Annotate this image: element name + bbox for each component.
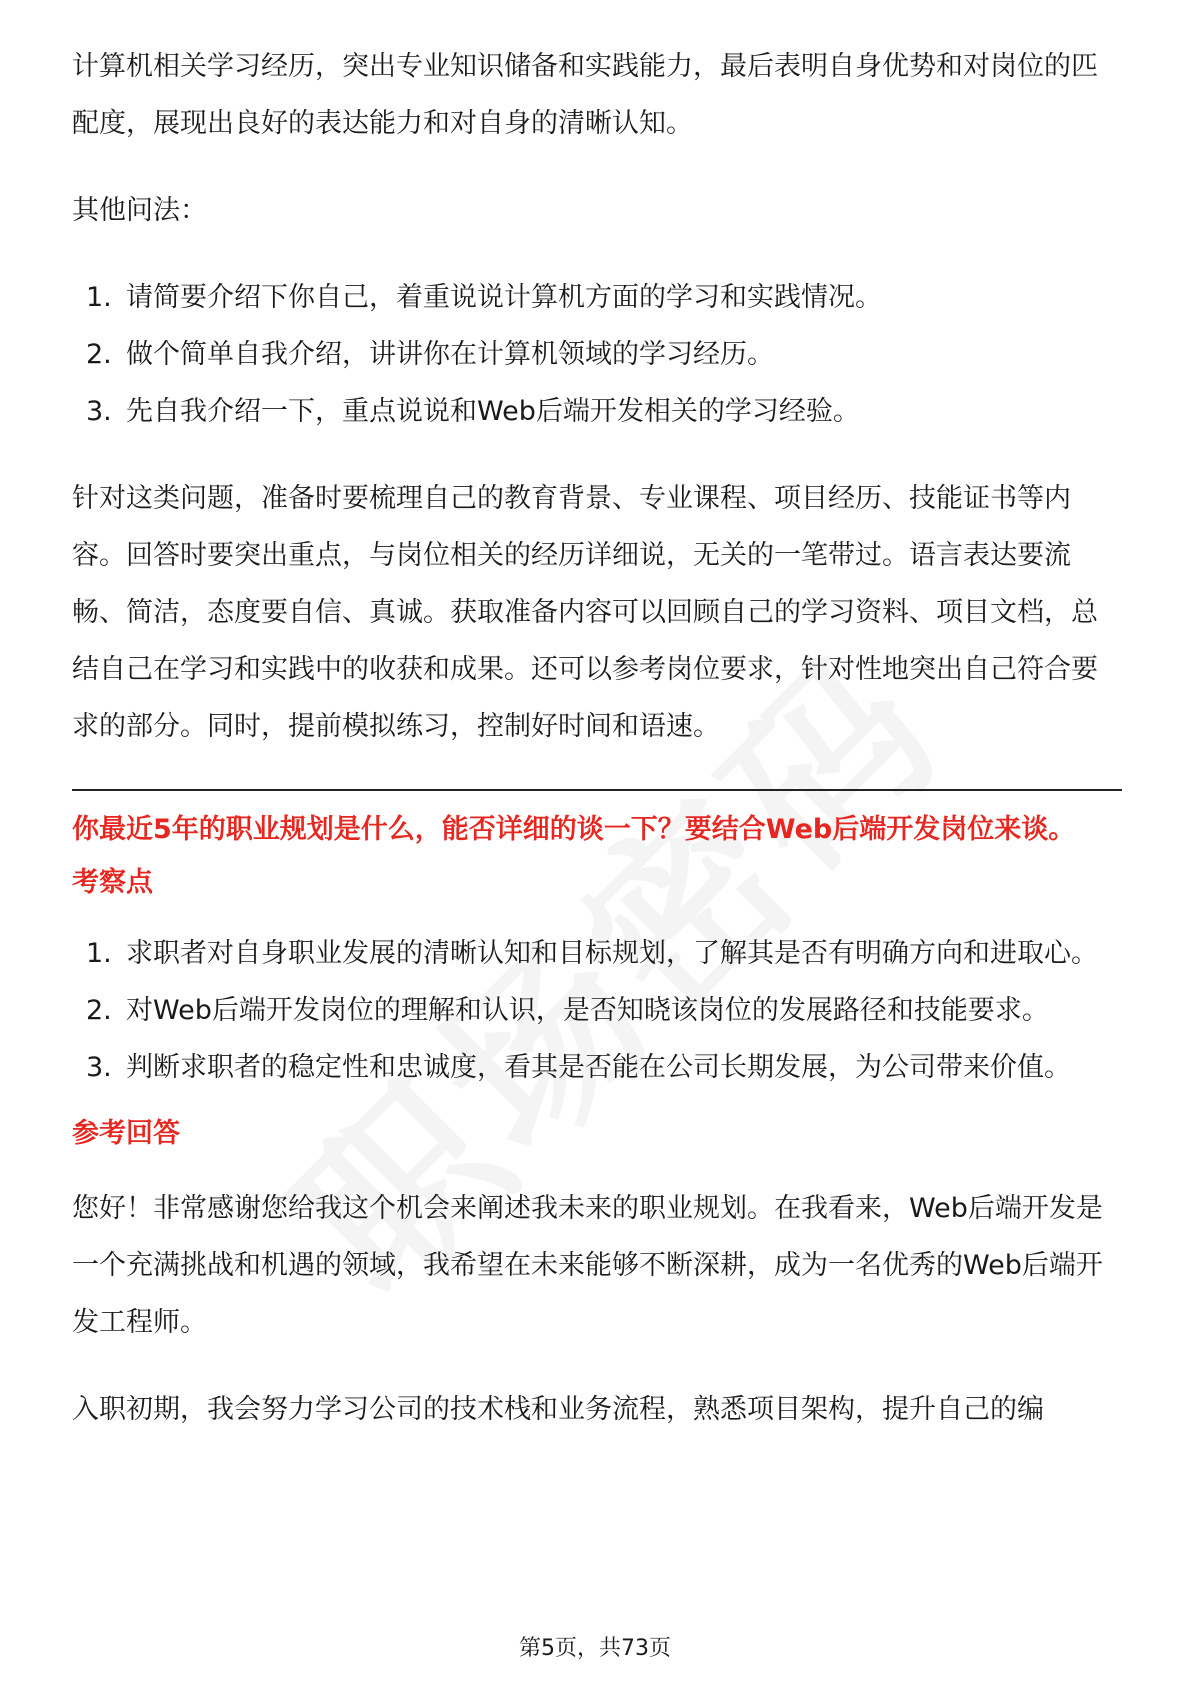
document-page <box>72 38 1122 1438</box>
other-questions-label: 其他问法： <box>72 195 207 226</box>
list-item-text: 请简要介绍下你自己，着重说说计算机方面的学习和实践情况。 <box>126 282 882 313</box>
list-item-text: 判断求职者的稳定性和忠诚度，看其是否能在公司长期发展，为公司带来价值。 <box>126 1052 1071 1083</box>
list-number: 3. <box>86 396 112 427</box>
list-number: 2. <box>86 339 112 370</box>
points-label: 考察点 <box>72 867 153 898</box>
list-item-text: 对Web后端开发岗位的理解和认识，是否知晓该岗位的发展路径和技能要求。 <box>126 995 1049 1026</box>
list-number: 3. <box>86 1052 112 1083</box>
list-number: 2. <box>86 995 112 1026</box>
points-list <box>72 925 1122 1096</box>
list-number: 1. <box>86 282 112 313</box>
page-number: 第5页，共73页 <box>519 1636 671 1661</box>
list-item-text: 求职者对自身职业发展的清晰认知和目标规划，了解其是否有明确方向和进取心。 <box>126 938 1098 969</box>
question-title: 你最近5年的职业规划是什么，能否详细的谈一下？要结合Web后端开发岗位来谈。 <box>72 814 1076 845</box>
intro-paragraph: 计算机相关学习经历，突出专业知识储备和实践能力，最后表明自身优势和对岗位的匹配度，展现出良好的表达能力和对自身的清晰认知。 <box>72 51 1098 139</box>
answer-paragraph: 您好！非常感谢您给我这个机会来阐述我未来的职业规划。在我看来，Web后端开发是一个充满挑战和机遇的领域，我希望在未来能够不断深耕，成为一名优秀的Web后端开发工程师。 <box>72 1193 1103 1338</box>
list-item <box>72 383 1122 440</box>
advice-paragraph: 针对这类问题，准备时要梳理自己的教育背景、专业课程、项目经历、技能证书等内容。回答时要突出重点，与岗位相关的经历详细说，无关的一笔带过。语言表达要流畅、简洁，态度要自信、真诚。获取准备内容可以回顾自己的学习资料、项目文档，总结自己在学习和实践中的收获和成果。还可以参考岗位要求，针对性地突出自己符合要求的部分。同时，提前模拟练习，控制好时间和语速。 <box>72 483 1098 742</box>
list-item <box>72 1039 1122 1096</box>
answer-paragraph: 入职初期，我会努力学习公司的技术栈和业务流程，熟悉项目架构，提升自己的编 <box>72 1394 1044 1425</box>
list-item-text: 先自我介绍一下，重点说说和Web后端开发相关的学习经验。 <box>126 396 860 427</box>
list-number: 1. <box>86 938 112 969</box>
answer-label: 参考回答 <box>72 1118 180 1149</box>
list-item-text: 做个简单自我介绍，讲讲你在计算机领域的学习经历。 <box>126 339 774 370</box>
list-item <box>72 269 1122 326</box>
other-questions-list <box>72 269 1122 440</box>
list-item <box>72 925 1122 982</box>
list-item <box>72 326 1122 383</box>
list-item <box>72 982 1122 1039</box>
